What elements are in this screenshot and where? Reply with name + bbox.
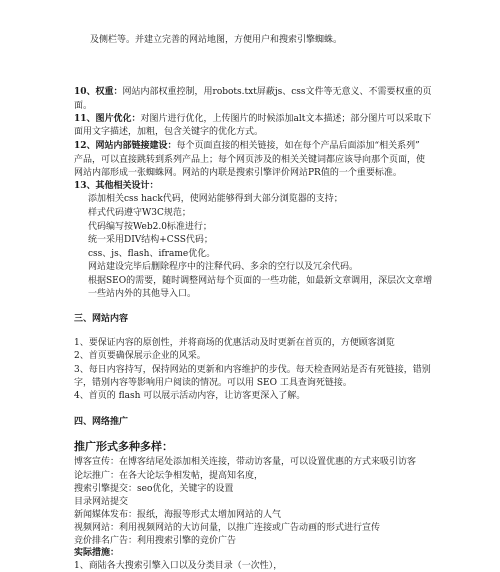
section-3-line-5: 4、首页的 flash 可以展示活动内容，让访客更深入了解。 (74, 391, 306, 401)
section-3-line-4: 字，错别内容等影响用户阅读的情况。可以用 SEO 工具查询死链接。 (74, 378, 352, 388)
section-4-heading: 四、网络推广 (74, 417, 129, 427)
item-12-cont2: 网站内部形成一张蜘蛛网。网站的内联是搜索引擎评价网站PR值的一个重要标准。 (74, 168, 402, 178)
item-12-cont1: 产品，可以直接跳转到系列产品上；每个网页涉及的相关关键词都应该导向那个页面，使 (74, 155, 426, 165)
section-4-line-6: 视频网站：利用视频网站的大访问量，以推广连接或广告动画的形式进行宣传 (74, 523, 381, 533)
item-10-cont: 面。 (74, 101, 93, 111)
item-13-sub-1: 添加相关css hack代码，使网站能够得到大部分浏览器的支持； (88, 194, 343, 204)
item-12-text: 每个页面直接的相关链接，如在每个产品后面添加“相关系列” (176, 141, 420, 151)
item-13-sub-8: 一些站内外的其他导入口。 (88, 289, 197, 299)
section-4-line-5: 新闻媒体发布：报纸，海报等形式太增加网站的人气 (74, 510, 282, 520)
section-3-line-2: 2、首页要确保展示企业的风采。 (74, 351, 206, 361)
item-10-label: 10、权重： (74, 87, 123, 97)
item-13-sub-5: css、js、flash、iframe优化。 (88, 249, 216, 259)
section-3-line-3: 3、每日内容持写，保持网站的更新和内容维护的步伐。每天检查网站是否有死链接，错别 (74, 365, 431, 375)
section-4-actual-label: 实际措施： (74, 548, 120, 558)
section-4-line-2: 论坛推广：在各大论坛争相发帖，提高知名度， (74, 471, 264, 481)
section-4-line-1: 博客宣传：在博客结尾处添加相关连接，带动访客量，可以设置优惠的方式来吸引访客 (74, 457, 417, 467)
item-11 (74, 113, 434, 125)
item-13-sub-2: 样式代码遵守W3C规范； (88, 208, 191, 218)
section-4-line-7: 竞价排名广告：利用搜索引擎的竞价广告 (74, 536, 237, 546)
section-4-line-4: 目录网站提交 (74, 497, 129, 507)
section-3-heading: 三、网站内容 (74, 314, 129, 324)
section-4-cut-line: 1、商陆各大搜索引擎入口以及分类目录（一次性）， (74, 561, 283, 571)
item-12 (74, 140, 434, 152)
item-13-sub-7: 根据SEO的需要，随时调整网站每个页面的一些功能，如最新文章调用，深层次文章增 (88, 276, 433, 286)
item-13-label: 13、其他相关设计： (74, 181, 159, 191)
item-11-label: 11、图片优化： (74, 114, 141, 124)
item-11-cont: 面用文字描述，加粗，包含关键字的优化方式。 (74, 127, 264, 137)
item-13-sub-4: 统一采用DIV结构+CSS代码； (88, 235, 213, 245)
item-10-text: 网站内部权重控制，用robots.txt屏蔽js、css文件等无意义、不需要权重的页 (122, 87, 432, 97)
item-13-sub-6: 网站建设完毕后删除程序中的注释代码、多余的空行以及冗余代码。 (88, 262, 359, 272)
item-12-label: 12、网站内部链接建设： (74, 141, 177, 151)
section-4-line-3: 搜索引擎提交：seo优化，关键字的设置 (74, 484, 234, 494)
item-10 (74, 86, 434, 98)
section-4-subheading: 推广形式多种多样： (74, 440, 173, 453)
section-3-line-1: 1、要保证内容的原创性，并将商场的优惠活动及时更新在首页的，方便顾客浏览 (74, 338, 395, 348)
item-13-sub-3: 代码编写按Web2.0标准进行； (88, 222, 212, 232)
intro-line: 及侧栏等。并建立完善的网站地图，方便用户和搜索引擎蜘蛛。 (90, 35, 343, 45)
item-11-text: 对图片进行优化，上传图片的时候添加alt文本描述；部分图片可以采取下 (140, 114, 432, 124)
